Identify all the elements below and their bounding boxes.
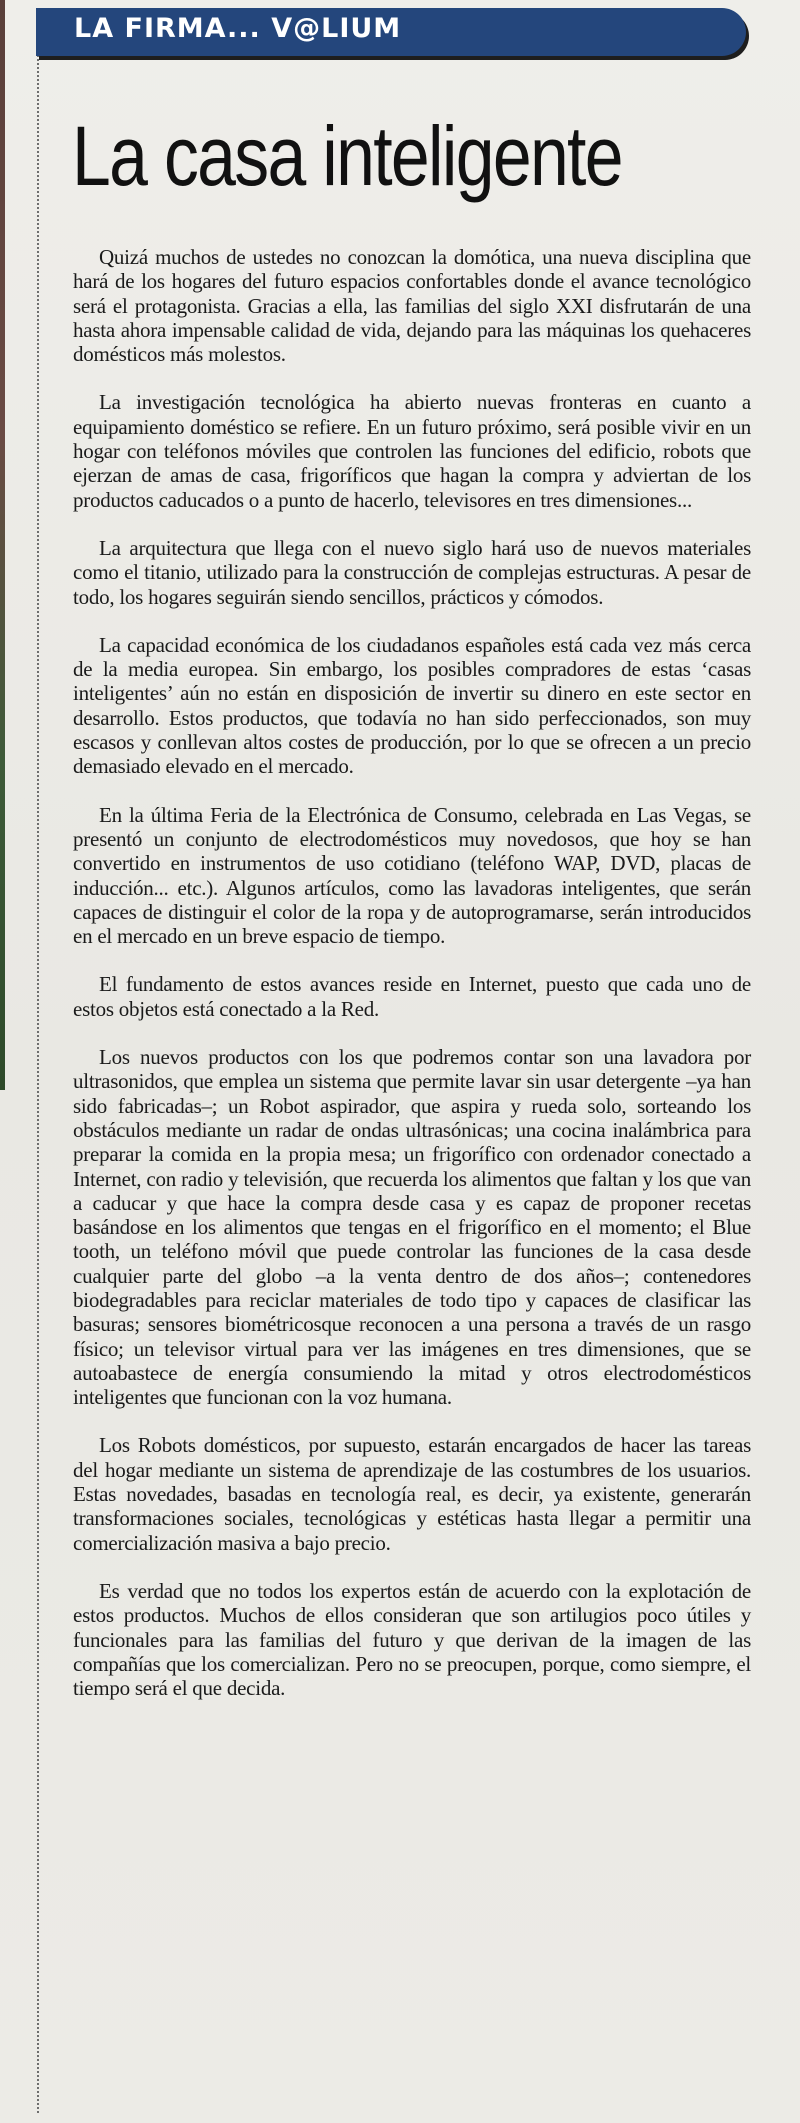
article-headline: La casa inteligente — [72, 109, 622, 203]
paragraph-2: La investigación tecnológica ha abierto nuevas fronteras en cuanto a equipamiento doméstico se refiere. En un futuro próximo, será posible vivir en un hogar con teléfonos móviles que controlen las funciones del edificio, robots que ejerzan de amas de casa, frigoríficos que hagan la compra y adviertan de los productos caducados o a punto de hacerlo, televisores en tres dimensiones... — [73, 390, 751, 512]
paragraph-1: Quizá muchos de ustedes no conozcan la domótica, una nueva disciplina que hará de los hogares del futuro espacios confortables donde el avance tecnológico será el protagonista. Gracias a ella, las familias del siglo XXI disfrutarán de una hasta ahora impensable calidad de vida, dejando para las máquinas los quehaceres domésticos más molestos. — [73, 245, 751, 367]
adjacent-photo-edge — [0, 0, 5, 1090]
paragraph-9: Es verdad que no todos los expertos están de acuerdo con la explotación de estos productos. Muchos de ellos consideran que son artilugios poco útiles y funcionales para las familias del futuro y que derivan de la imagen de las compañías que los comercializan. Pero no se preocupen, porque, como siempre, el tiempo será el que decida. — [73, 1578, 751, 1701]
paragraph-7: Los nuevos productos con los que podremos contar son una lavadora por ultrasonidos, que emplea un sistema que permite lavar sin usar detergente –ya han sido fabricadas–; un Robot aspirador, que aspira y rueda solo, sorteando los obstáculos mediante un radar de ondas ultrasónicas; una cocina inalámbrica para preparar la comida en la propia mesa; un frigorífico con ordenador conectado a Internet, con radio y televisión, que recuerda los alimentos que faltan y los que van a caducar y que hace la compra desde casa y es capaz de proponer recetas basándose en los alimentos que tengas en el frigorífico en el momento; el Blue tooth, un teléfono móvil que puede controlar las funciones de la casa desde cualquier parte del globo –a la venta dentro de dos años–; contenedores biodegradables para reciclar materiales de todo tipo y capaces de clasificar las basuras; sensores biométricosque reconocen a una persona a través de un rasgo físico; un televisor virtual para ver las imágenes en tres dimensiones, que se autoabastece de energía consumiendo la mitad y otros electrodomésticos inteligentes que funcionan con la voz humana. — [73, 1045, 751, 1410]
paragraph-3: La arquitectura que llega con el nuevo siglo hará uso de nuevos materiales como el titanio, utilizado para la construcción de complejas estructuras. A pesar de todo, los hogares seguirán siendo sencillos, prácticos y cómodos. — [73, 535, 751, 609]
paragraph-8: Los Robots domésticos, por supuesto, estarán encargados de hacer las tareas del hogar mediante un sistema de aprendizaje de las costumbres de los usuarios. Estas novedades, basadas en tecnología real, es decir, ya existente, generarán transformaciones sociales, tecnológicas y estéticas hasta llegar a permitir una comercialización masiva a bajo precio. — [73, 1433, 751, 1555]
article-body — [73, 245, 751, 1724]
paragraph-5: En la última Feria de la Electrónica de Consumo, celebrada en Las Vegas, se presentó un conjunto de electrodomésticos muy novedosos, que hoy se han convertido en instrumentos de uso cotidiano (teléfono WAP, DVD, placas de inducción... etc.). Algunos artículos, como las lavadoras inteligentes, que serán capaces de distinguir el color de la ropa y de autoprogramarse, serán introducidos en el mercado en un breve espacio de tiempo. — [73, 802, 751, 949]
paragraph-4: La capacidad económica de los ciudadanos españoles está cada vez más cerca de la media europea. Sin embargo, los posibles compradores de estas ‘casas inteligentes’ aún no están en disposición de invertir su dinero en este sector en desarrollo. Estos productos, que todavía no han sido perfeccionados, son muy escasos y conllevan altos costes de producción, por lo que se ofrecen a un precio demasiado elevado en el mercado. — [73, 632, 751, 779]
section-label: LA FIRMA... V@LIUM — [74, 13, 402, 44]
paragraph-6: El fundamento de estos avances reside en Internet, puesto que cada uno de estos objetos está conectado a la Red. — [73, 972, 751, 1021]
column-divider — [37, 30, 39, 2113]
